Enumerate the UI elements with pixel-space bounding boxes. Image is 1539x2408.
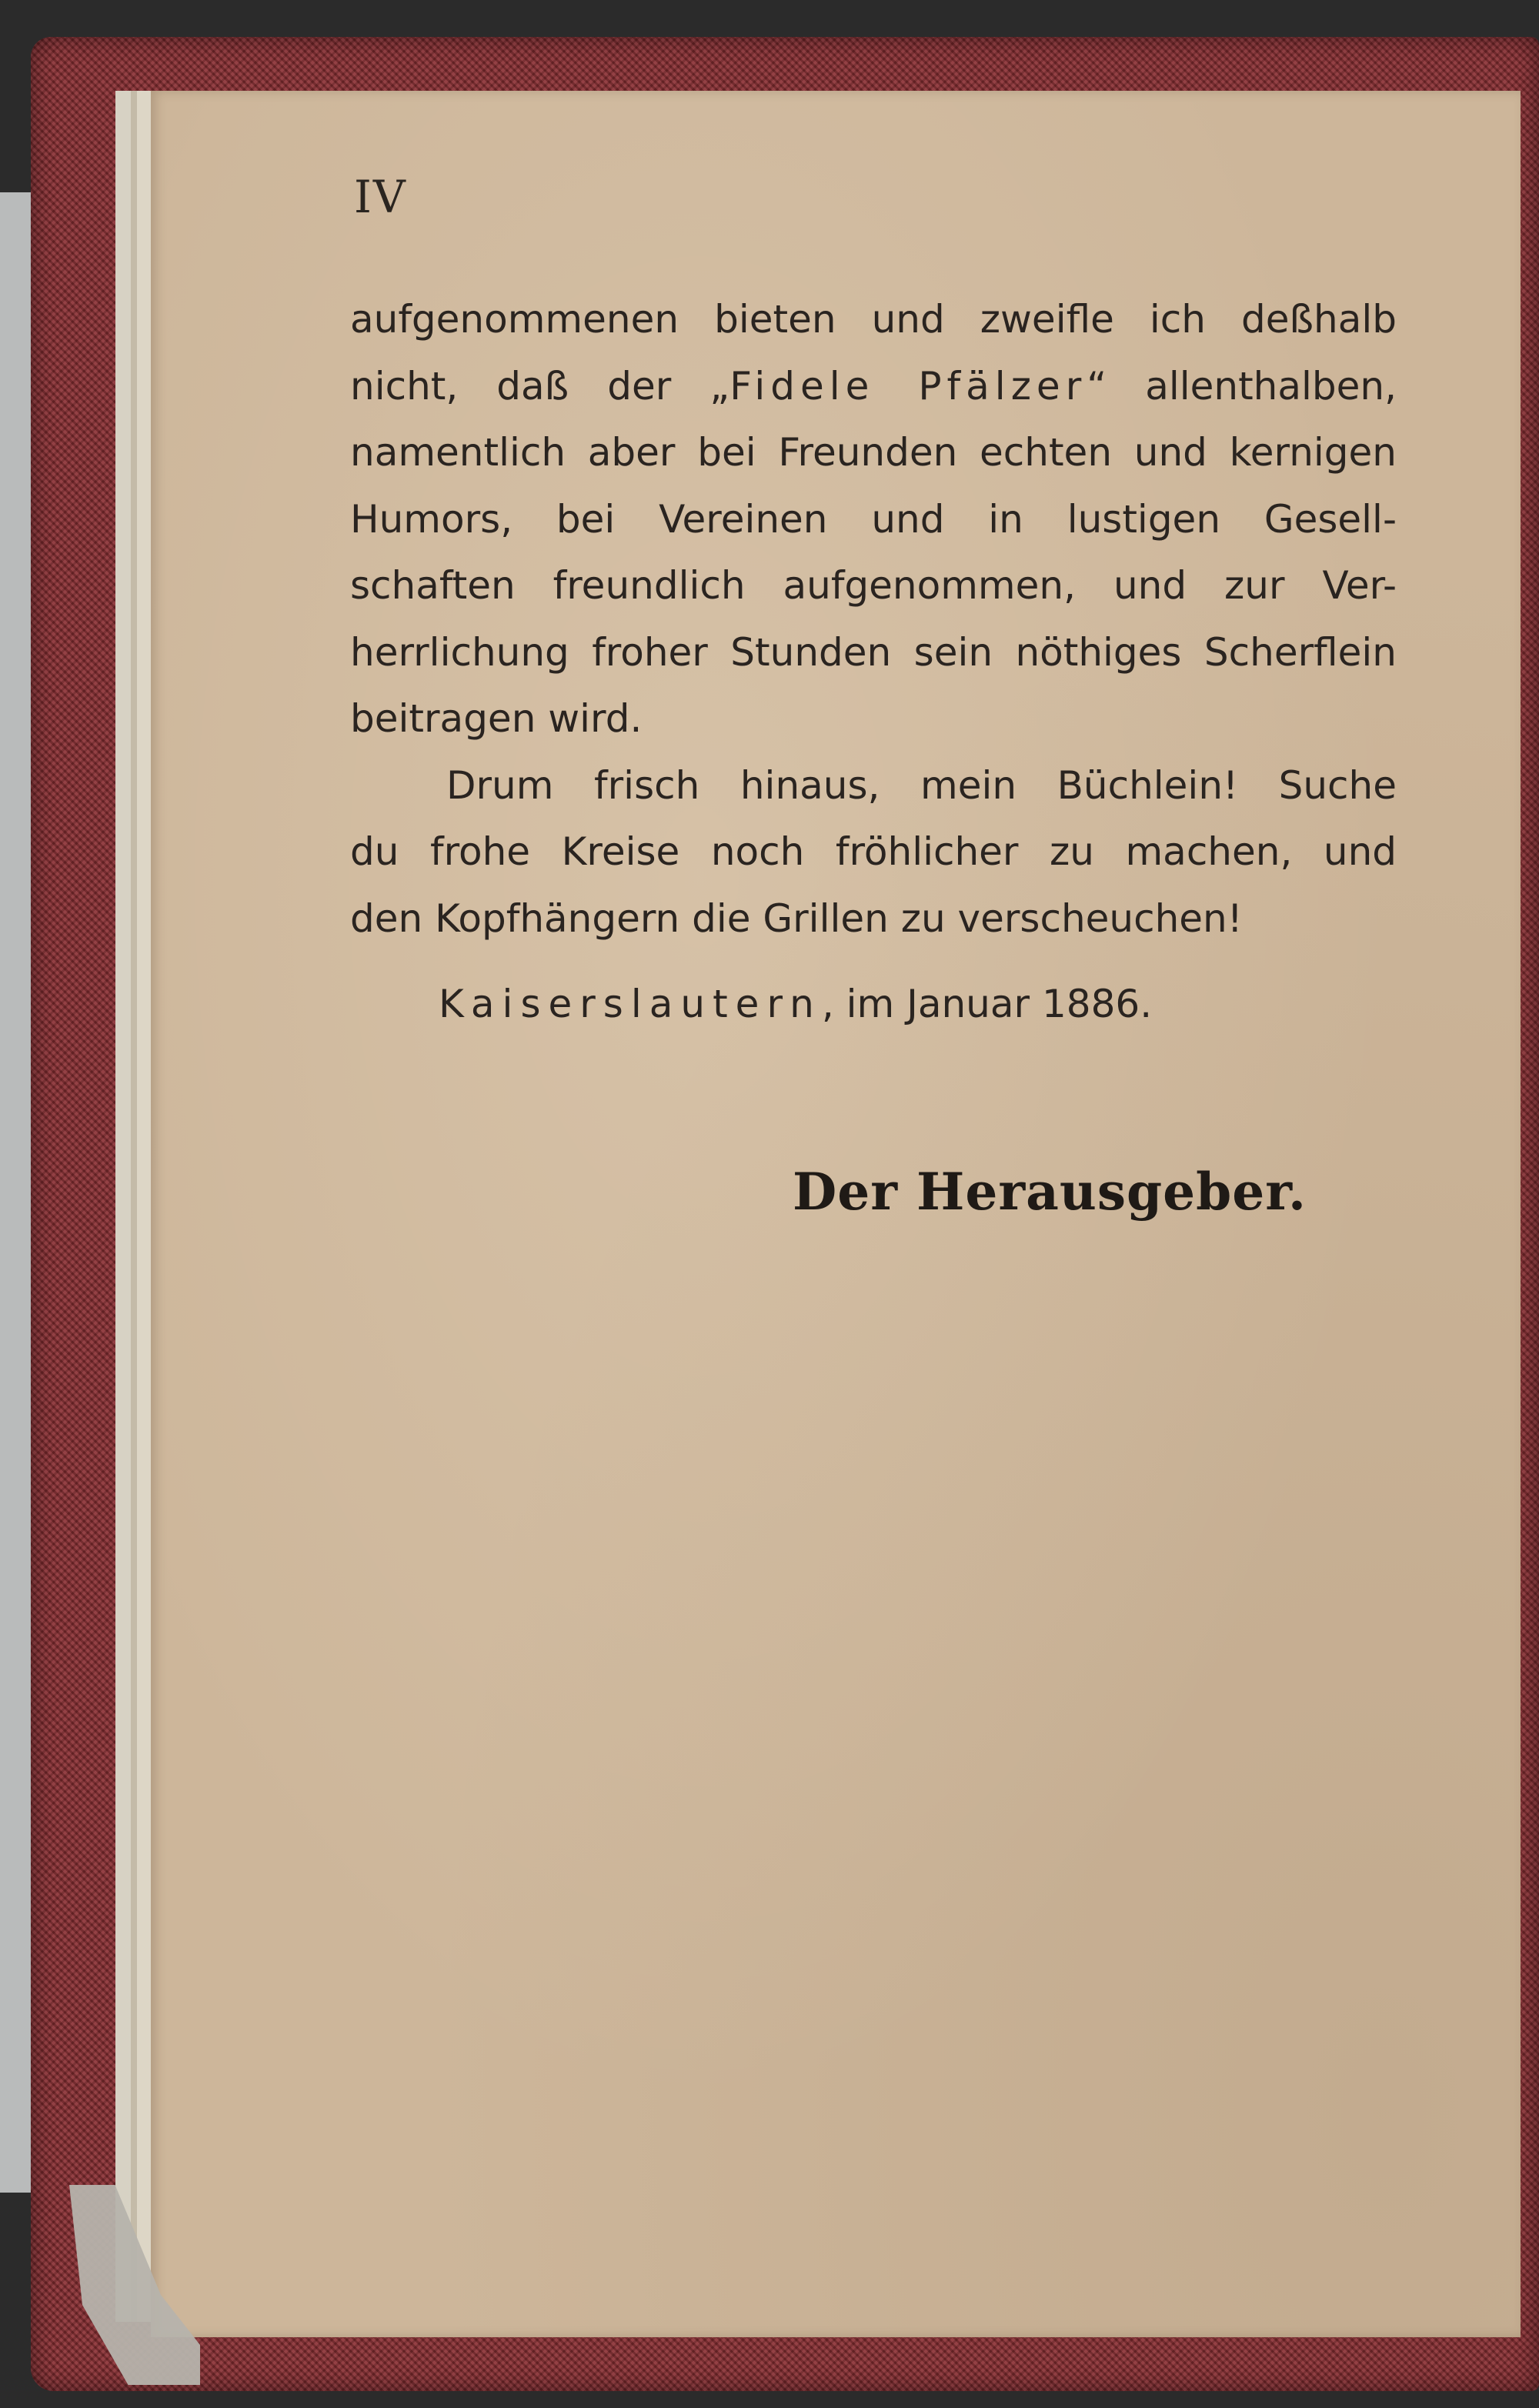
text-fragment: nicht, daß der „ xyxy=(350,363,730,409)
place-name: Kaiserslautern xyxy=(439,982,822,1026)
text-line: Drum frisch hinaus, mein Büchlein! Suche xyxy=(446,762,1397,808)
text-line: Humors, bei Vereinen und in lustigen Gesell- xyxy=(350,496,1397,542)
text-line: namentlich aber bei Freunden echten und kernigen xyxy=(350,430,1397,475)
text-line: schaften freundlich aufgenommen, und zur Ver- xyxy=(350,563,1397,608)
book-title: Fidele Pfälzer xyxy=(729,363,1087,409)
place-and-date xyxy=(439,982,1152,1026)
signature: Der Herausgeber. xyxy=(793,1162,1307,1222)
text-fragment: “ allenthalben, xyxy=(1087,363,1397,409)
text-line: beitragen wird. xyxy=(350,696,643,741)
text-line: du frohe Kreise noch fröhlicher zu machen, und xyxy=(350,829,1397,874)
date-text: , im Januar 1886. xyxy=(821,982,1153,1026)
text-line xyxy=(350,353,1397,420)
paragraph-text xyxy=(350,286,1397,952)
text-line: herrlichung froher Stunden sein nöthiges Scherflein xyxy=(350,629,1397,675)
page-number: IV xyxy=(354,171,407,223)
text-line: aufgenommenen bieten und zweifle ich deßhalb xyxy=(350,297,1397,342)
text-line: den Kopfhängern die Grillen zu verscheuchen! xyxy=(350,895,1243,941)
